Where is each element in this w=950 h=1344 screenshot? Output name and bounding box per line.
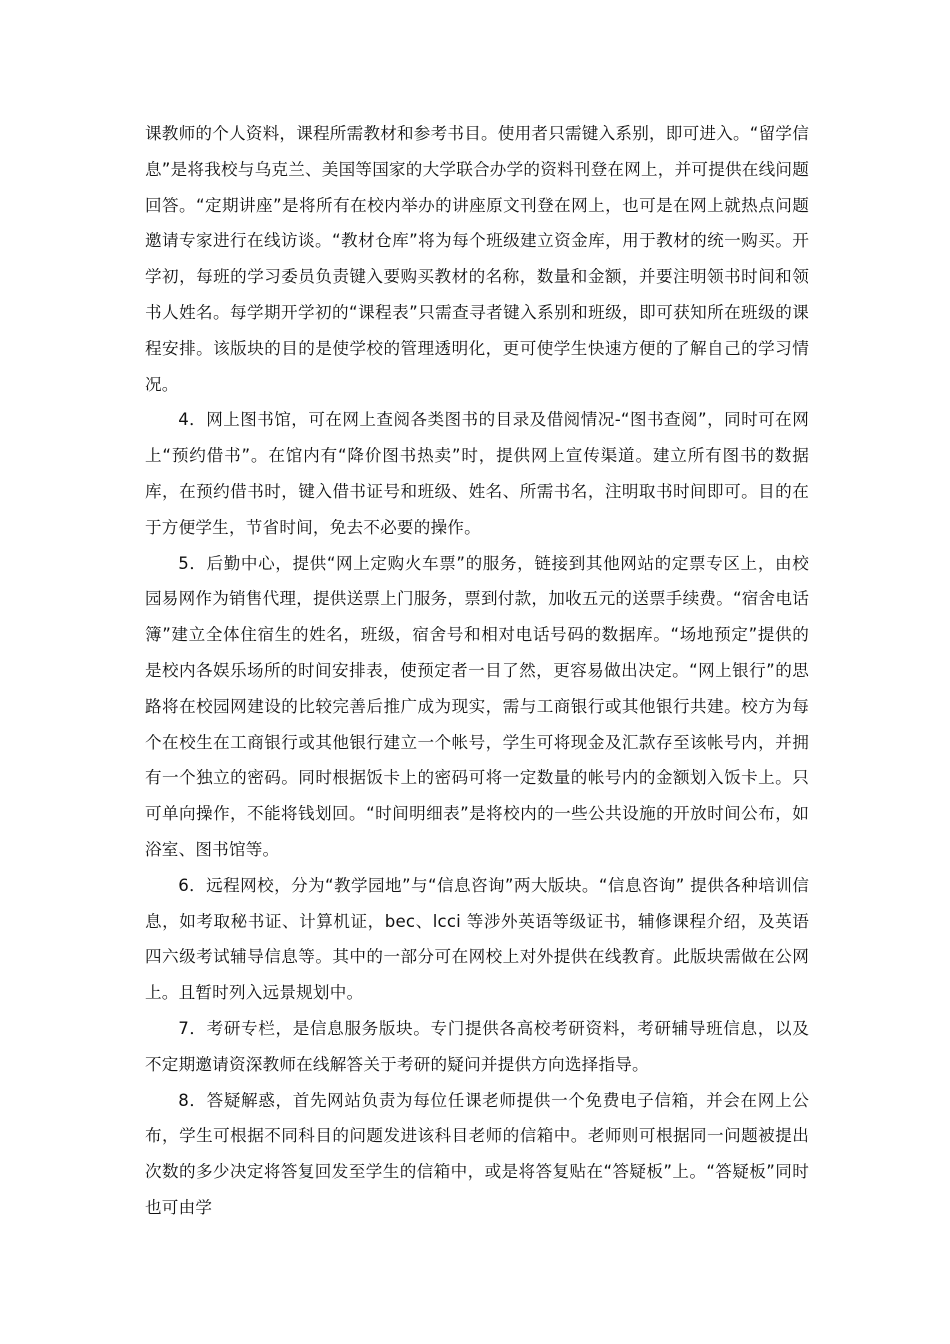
paragraph-remote-school: 6．远程网校，分为“教学园地”与“信息咨询”两大版块。“信息咨询” 提供各种培训信息，如考取秘书证、计算机证，bec、lcci 等涉外英语等级证书，辅修课程介绍，及英语四六级考试辅导信息等。其中的一部分可在网校上对外提供在线教育。此版块需做在公网上。且暂时列入远景规划中。 [145, 875, 809, 1003]
paragraph-logistics-center: 5．后勤中心，提供“网上定购火车票”的服务，链接到其他网站的定票专区上，由校园易网作为销售代理，提供送票上门服务，票到付款，加收五元的送票手续费。“宿舍电话簿”建立全体住宿生的姓名，班级，宿舍号和相对电话号码的数据库。“场地预定”提供的是校内各娱乐场所的时间安排表，使预定者一目了然，更容易做出决定。“网上银行”的思路将在校园网建设的比较完善后推广成为现实，需与工商银行或其他银行共建。校方为每个在校生在工商银行或其他银行建立一个帐号，学生可将现金及汇款存至该帐号内，并拥有一个独立的密码。同时根据饭卡上的密码可将一定数量的帐号内的金额划入饭卡上。只可单向操作，不能将钱划回。“时间明细表”是将校内的一些公共设施的开放时间公布，如浴室、图书馆等。 [145, 553, 809, 859]
paragraph-online-library: 4．网上图书馆，可在网上查阅各类图书的目录及借阅情况-“图书查阅”，同时可在网上“预约借书”。在馆内有“降价图书热卖”时，提供网上宣传渠道。建立所有图书的数据库，在预约借书时，键入借书证号和班级、姓名、所需书名，注明取书时间即可。目的在于方便学生，节省时间，免去不必要的操作。 [145, 410, 809, 537]
paragraph-qa-section: 8．答疑解惑，首先网站负责为每位任课老师提供一个免费电子信箱，并会在网上公布，学生可根据不同科目的问题发进该科目老师的信箱中。老师则可根据同一问题被提出次数的多少决定将答复回发至学生的信箱中，或是将答复贴在“答疑板”上。“答疑板”同时也可由学 [145, 1090, 809, 1217]
paragraph-postgraduate-column: 7．考研专栏，是信息服务版块。专门提供各高校考研资料，考研辅导班信息，以及不定期邀请资深教师在线解答关于考研的疑问并提供方向选择指导。 [145, 1018, 809, 1074]
paragraph-course-info: 课教师的个人资料，课程所需教材和参考书目。使用者只需键入系别，即可进入。“留学信息”是将我校与乌克兰、美国等国家的大学联合办学的资料刊登在网上，并可提供在线问题回答。“定期讲座”是将所有在校内举办的讲座原文刊登在网上，也可是在网上就热点问题邀请专家进行在线访谈。“教材仓库”将为每个班级建立资金库，用于教材的统一购买。开学初，每班的学习委员负责键入要购买教材的名称，数量和金额，并要注明领书时间和领书人姓名。每学期开学初的“课程表”只需查寻者键入系别和班级，即可获知所在班级的课程安排。该版块的目的是使学校的管理透明化，更可使学生快速方便的了解自己的学习情况。 [145, 124, 809, 394]
document-body [145, 116, 809, 1226]
